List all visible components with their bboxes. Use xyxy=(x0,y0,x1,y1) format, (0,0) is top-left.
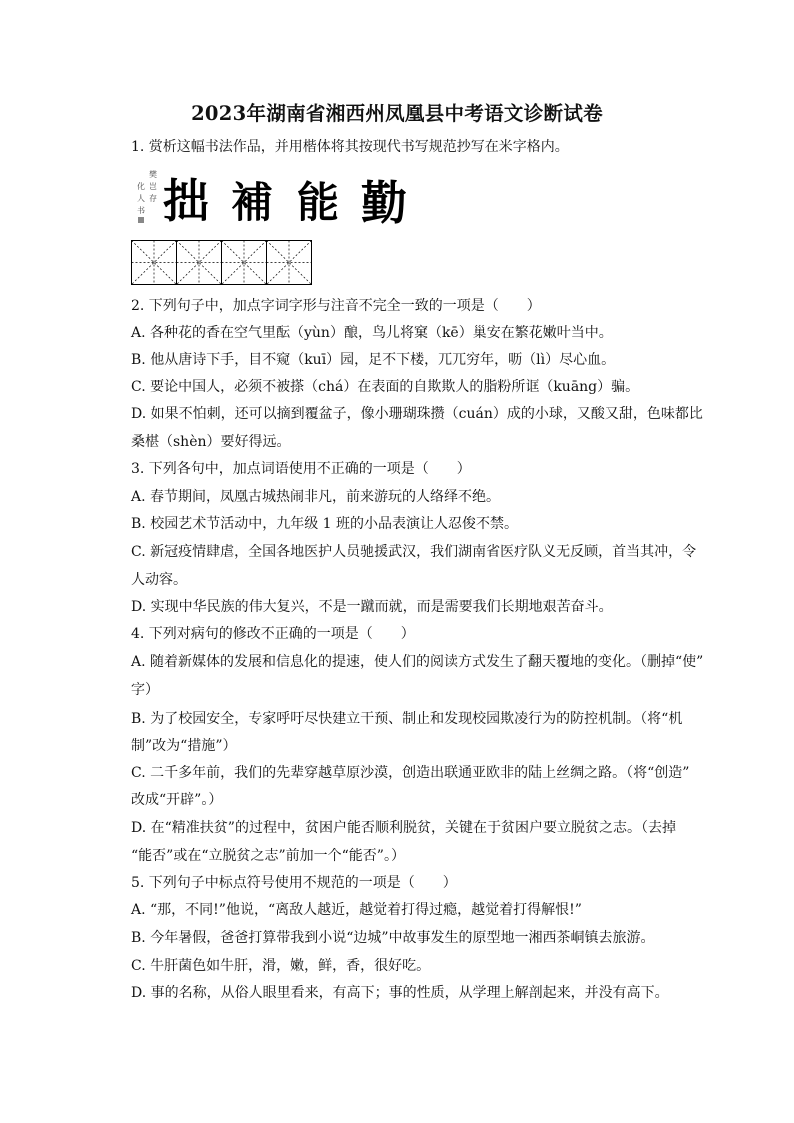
q2-option-a: A. 各种花的香在空气里酝（yùn）酿，鸟儿将窠（kē）巢安在繁花嫩叶当中。 xyxy=(131,325,613,341)
calligraphy-artwork xyxy=(131,165,421,231)
question-1-prompt: 1. 赏析这幅书法作品，并用楷体将其按现代书写规范抄写在米字格内。 xyxy=(131,139,569,155)
inscription-char: 樊 xyxy=(149,170,157,179)
q2-option-d: D. 如果不怕刺，还可以摘到覆盆子，像小珊瑚珠攒（cuán）成的小球，又酸又甜，色味都比 xyxy=(131,406,703,422)
question-3-prompt: 3. 下列各句中，加点词语使用不正确的一项是（ ） xyxy=(131,461,471,477)
inscription-char: 人 xyxy=(137,194,145,203)
q3-option-b: B. 校园艺术节活动中，九年级 1 班的小品表演让人忍俊不禁。 xyxy=(131,516,518,532)
q4-option-a-cont: 字） xyxy=(131,682,159,698)
q2-option-c: C. 要论中国人，必须不被搽（chá）在表面的自欺欺人的脂粉所诓（kuāng）骗。 xyxy=(131,379,640,395)
inscription-char: 化 xyxy=(137,182,145,191)
calligraphy-inscription xyxy=(137,169,157,223)
q4-option-b: B. 为了校园安全，专家呼吁尽快建立干预、制止和发现校园欺凌行为的防控机制。（将“机 xyxy=(131,711,683,727)
inscription-char: 岂 xyxy=(149,182,157,191)
q5-option-b: B. 今年暑假，爸爸打算带我到小说“边城”中故事发生的原型地一湘西茶峒镇去旅游。 xyxy=(131,930,655,946)
q4-option-d: D. 在“精准扶贫”的过程中，贫困户能否顺利脱贫，关键在于贫困户要立脱贫之志。（去掉 xyxy=(131,820,676,836)
calligraphy-char: 勤 xyxy=(361,176,407,230)
q3-option-c: C. 新冠疫情肆虐，全国各地医护人员驰援武汉，我们湖南省医疗队义无反顾，首当其冲，令 xyxy=(131,544,697,560)
q2-option-b: B. 他从唐诗下手，目不窥（kuī）园，足不下楼，兀兀穷年，呖（lì）尽心血。 xyxy=(131,352,616,368)
q2-option-d-cont: 桑椹（shèn）要好得远。 xyxy=(131,434,291,450)
q3-option-c-cont: 人动容。 xyxy=(131,572,187,588)
q4-option-c: C. 二千多年前，我们的先辈穿越草原沙漠，创造出联通亚欧非的陆上丝绸之路。（将“创造” xyxy=(131,765,690,781)
inscription-char: 书 xyxy=(137,206,145,215)
q4-option-d-cont: “能否”或在“立脱贫之志”前加一个“能否”。） xyxy=(131,848,405,864)
q5-option-a: A. “那，不同!”他说，“离敌人越近，越觉着打得过瘾，越觉着打得解恨!” xyxy=(131,902,582,918)
inscription-char: 存 xyxy=(149,194,157,203)
q4-option-c-cont: 改成“开辟”。） xyxy=(131,792,223,808)
q3-option-a: A. 春节期间，凤凰古城热闹非凡，前来游玩的人络绎不绝。 xyxy=(131,489,501,505)
calligraphy-main xyxy=(163,174,407,230)
calligraphy-char: 拙 xyxy=(163,174,209,228)
page-title: 2023年湖南省湘西州凤凰县中考语文诊断试卷 xyxy=(191,102,603,125)
question-5-prompt: 5. 下列句子中标点符号使用不规范的一项是（ ） xyxy=(131,875,457,891)
calligraphy-char: 補 xyxy=(231,178,274,227)
q5-option-d: D. 事的名称，从俗人眼里看来，有高下；事的性质，从学理上解剖起来，并没有高下。 xyxy=(131,985,669,1001)
q4-option-b-cont: 制”改为“措施”） xyxy=(131,738,237,754)
question-2-prompt: 2. 下列句子中，加点字词字形与注音不完全一致的一项是（ ） xyxy=(131,298,541,314)
q5-option-c: C. 牛肝菌色如牛肝，滑，嫩，鲜，香，很好吃。 xyxy=(131,958,431,974)
mizige-grid[interactable] xyxy=(131,240,313,286)
q3-option-d: D. 实现中华民族的伟大复兴，不是一蹴而就，而是需要我们长期地艰苦奋斗。 xyxy=(131,599,613,615)
question-4-prompt: 4. 下列对病句的修改不正确的一项是（ ） xyxy=(131,626,415,642)
calligraphy-char: 能 xyxy=(297,178,340,227)
q4-option-a: A. 随着新媒体的发展和信息化的提速，使人们的阅读方式发生了翻天覆地的变化。（删掉“使” xyxy=(131,654,704,670)
